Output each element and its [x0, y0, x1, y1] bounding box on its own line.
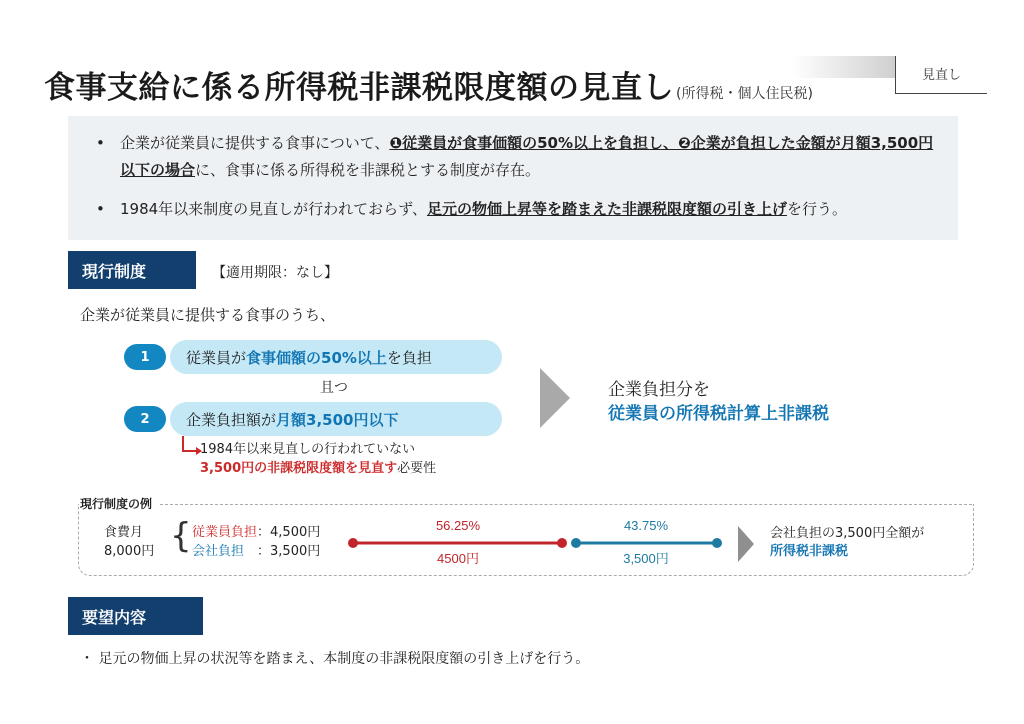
- summary-text: 1984年以来制度の見直しが行われておらず、: [120, 200, 427, 218]
- result-line-1: 企業負担分を: [608, 380, 710, 400]
- company-share-amount: 3,500円: [623, 551, 669, 566]
- summary-text: に、食事に係る所得税を非課税とする制度が存在。: [195, 161, 541, 179]
- employee-share-percent: 56.25%: [435, 518, 481, 533]
- title-row: [44, 62, 944, 107]
- condition-2: [170, 402, 502, 436]
- company-share-value: ：3,500円: [244, 544, 321, 559]
- company-segment-start: [571, 538, 581, 548]
- application-period: 【適用期限：なし】: [212, 265, 338, 281]
- result-line-2: 従業員の所得税計算上非課税: [608, 404, 829, 424]
- condition-1: [170, 340, 502, 374]
- company-segment-end: [712, 538, 722, 548]
- current-intro: 企業が従業員に提供する食事のうち、: [80, 306, 336, 324]
- condition-highlight: 月額3,500円以下: [276, 410, 399, 429]
- company-share: [192, 540, 320, 559]
- condition-text: 従業員が: [186, 348, 247, 367]
- and-connector: 且つ: [320, 380, 348, 396]
- condition-highlight: 食事価額の50%以上: [246, 348, 387, 367]
- employee-share-amount: 4500円: [437, 551, 479, 566]
- note-emphasis: 3,500円の非課税限度額を見直す: [200, 461, 398, 476]
- review-tag-label: 見直し: [921, 68, 961, 83]
- share-bar: [340, 510, 730, 570]
- summary-emphasis: 足元の物価上昇等を踏まえた非課税限度額の引き上げ: [426, 200, 787, 218]
- note-line-2: [200, 457, 436, 476]
- condition-1-badge: 1: [124, 344, 166, 370]
- page-subtitle: (所得税・個人住民税): [676, 86, 813, 102]
- condition-text: を負担: [386, 348, 432, 367]
- employee-share: [192, 521, 320, 540]
- note-line-1: 1984年以来見直しの行われていない: [200, 442, 416, 457]
- summary-text: 企業が従業員に提供する食事について、: [120, 134, 390, 152]
- example-result-1: 会社負担の3,500円全額が: [770, 526, 925, 541]
- condition-2-badge: 2: [124, 406, 166, 432]
- example-result-2: 所得税非課税: [770, 544, 849, 559]
- company-share-percent: 43.75%: [623, 518, 669, 533]
- summary-emphasis: ❶従業員が食事価額の50%以上を負担し、❷企業が負担した金額が月額3,500円以下の場合: [120, 134, 934, 179]
- page-title: 食事支給に係る所得税非課税限度額の見直し: [44, 70, 674, 106]
- request-text: ・ 足元の物価上昇の状況等を踏まえ、本制度の非課税限度額の引き上げを行う。: [80, 651, 590, 667]
- note-arrow-icon: [182, 436, 196, 452]
- employee-segment-start: [348, 538, 358, 548]
- summary-bullet-2: [96, 196, 934, 223]
- section-tab-request: 要望内容: [68, 597, 203, 635]
- employee-share-value: ：4,500円: [257, 525, 321, 540]
- meal-cost-value: 8,000円: [104, 544, 155, 559]
- company-share-label: 会社負担: [192, 544, 245, 559]
- example-arrow-icon: [738, 526, 754, 562]
- note-text: 必要性: [397, 461, 437, 476]
- summary-box: [68, 116, 958, 240]
- summary-bullet-1: [96, 130, 934, 184]
- meal-cost-label: 食費月: [104, 525, 144, 540]
- summary-text: を行う。: [787, 200, 848, 218]
- employee-segment-end: [557, 538, 567, 548]
- condition-text: 企業負担額が: [186, 410, 277, 429]
- right-arrow-icon: [540, 368, 570, 428]
- brace-icon: {: [170, 516, 192, 556]
- example-title: 現行制度の例: [80, 497, 153, 511]
- employee-share-label: 従業員負担: [192, 525, 258, 540]
- section-tab-current: 現行制度: [68, 251, 196, 289]
